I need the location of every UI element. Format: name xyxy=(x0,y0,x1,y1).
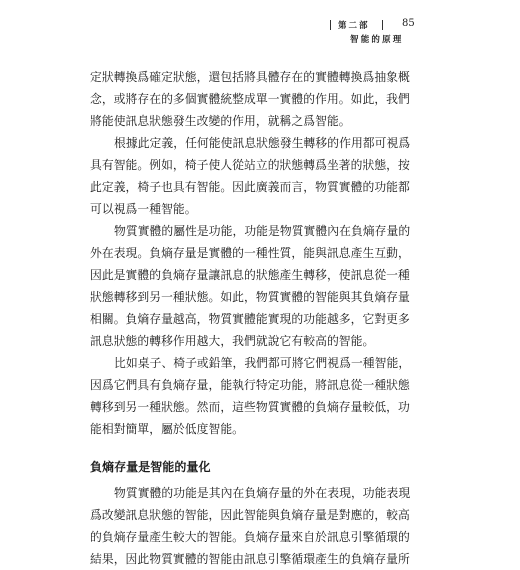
part-label: 第二部 xyxy=(338,21,370,31)
text-line: 轉移到另一種狀態。然而，這些物質實體的負熵存量較低，功 xyxy=(90,400,410,414)
text-line: 將能使訊息狀態發生改變的作用，就稱之爲智能。 xyxy=(90,114,351,128)
divider xyxy=(382,20,383,30)
text-line: 相關。負熵存量越高，物質實體能實現的功能越多，它對更多 xyxy=(90,312,410,326)
divider xyxy=(330,20,331,30)
text-line: 可以視爲一種智能。 xyxy=(90,202,197,216)
text-line: 狀態轉移到另一種狀態。如此，物質實體的智能與其負熵存量 xyxy=(90,290,410,304)
text-line: 定狀轉換爲確定狀態，還包括將具體存在的實體轉換爲抽象概 xyxy=(90,70,410,84)
text-line: 此定義，椅子也具有智能。因此廣義而言，物質實體的功能都 xyxy=(90,180,410,194)
running-head xyxy=(330,18,450,48)
text-line: 比如桌子、椅子或鉛筆，我們都可將它們視爲一種智能， xyxy=(114,356,411,370)
text-line: 的負熵存量產生較大的智能。負熵存量來自於訊息引擎循環的 xyxy=(90,530,410,544)
text-line: 具有智能。例如，椅子使人從站立的狀態轉爲坐著的狀態，按 xyxy=(90,158,410,172)
text-line: 因爲它們具有負熵存量，能執行特定功能，將訊息從一種狀態 xyxy=(90,378,410,392)
text-line: 根據此定義，任何能使訊息狀態發生轉移的作用都可視爲 xyxy=(114,136,411,150)
text-line: 外在表現。負熵存量是實體的一種性質，能與訊息產生互動， xyxy=(90,246,410,260)
text-line: 物質實體的屬性是功能，功能是物質實體內在負熵存量的 xyxy=(114,224,411,238)
page-number: 85 xyxy=(402,18,415,29)
text-line: 爲改變訊息狀態的智能，因此智能與負熵存量是對應的，較高 xyxy=(90,508,410,522)
chapter-title: 智能的原理 xyxy=(350,35,404,45)
text-line: 念，或將存在的多個實體統整成單一實體的作用。如此，我們 xyxy=(90,92,410,106)
text-line: 因此是實體的負熵存量讓訊息的狀態產生轉移，使訊息從一種 xyxy=(90,268,410,282)
section-heading: 負熵存量是智能的量化 xyxy=(90,460,211,474)
text-line: 能相對簡單，屬於低度智能。 xyxy=(90,422,245,436)
text-line: 物質實體的功能是其內在負熵存量的外在表現，功能表現 xyxy=(114,486,411,500)
text-line: 結果，因此物質實體的智能由訊息引擎循環產生的負熵存量所 xyxy=(90,552,410,566)
text-line: 訊息狀態的轉移作用越大，我們就說它有較高的智能。 xyxy=(90,334,375,348)
